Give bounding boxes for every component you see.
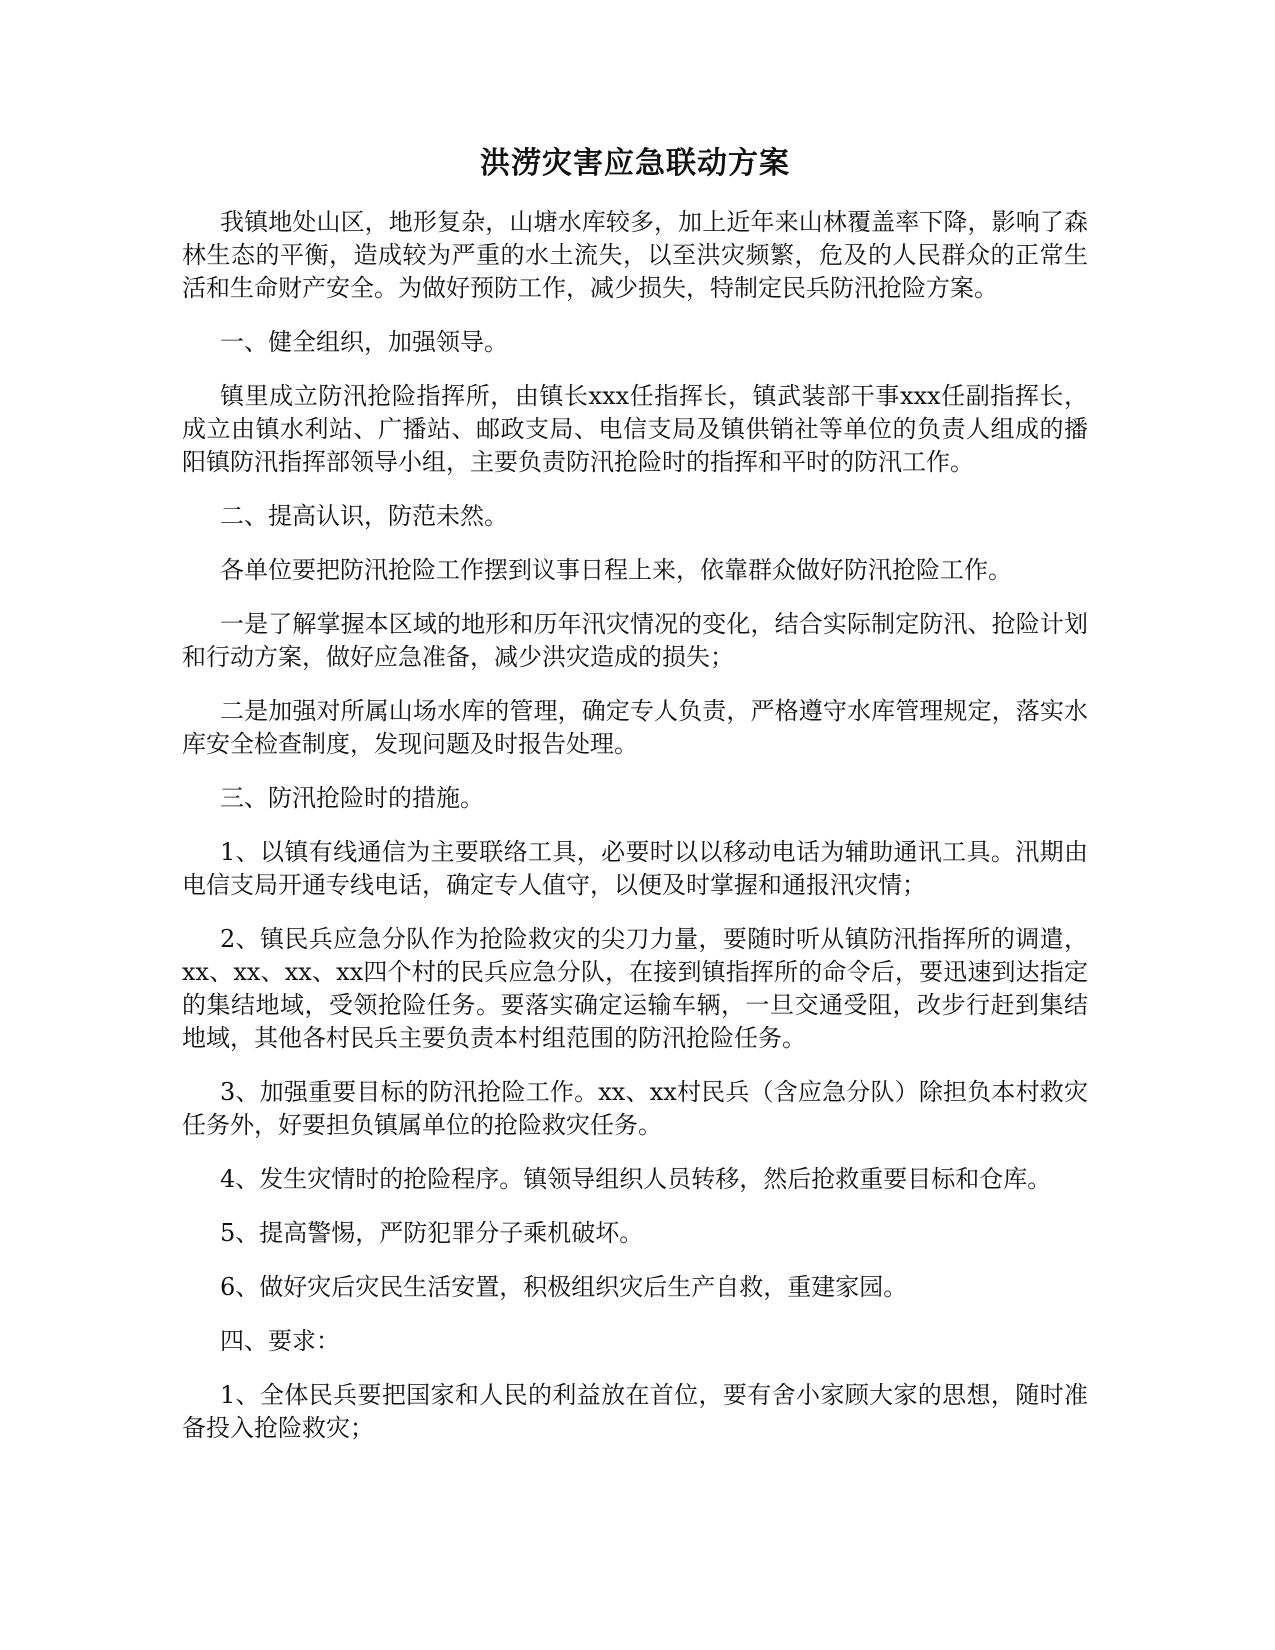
section-heading-2: 二、提高认识，防范未然。 [220, 502, 508, 530]
body-paragraph: 二是加强对所属山场水库的管理，确定专人负责，严格遵守水库管理规定，落实水库安全检查制度，发现问题及时报告处理。 [182, 697, 1088, 758]
body-paragraph: 镇里成立防汛抢险指挥所，由镇长xxx任指挥长，镇武装部干事xxx任副指挥长，成立由镇水利站、广播站、邮政支局、电信支局及镇供销社等单位的负责人组成的播阳镇防汛指挥部领导小组，主要负责防汛抢险时的指挥和平时的防汛工作。 [182, 382, 1088, 476]
section-heading-3: 三、防汛抢险时的措施。 [220, 784, 484, 812]
document-body [182, 206, 1088, 1445]
intro-paragraph: 我镇地处山区，地形复杂，山塘水库较多，加上近年来山林覆盖率下降，影响了森林生态的平衡，造成较为严重的水土流失，以至洪灾频繁，危及的人民群众的正常生活和生命财产安全。为做好预防工作，减少损失，特制定民兵防汛抢险方案。 [182, 208, 1088, 302]
section-heading-4: 四、要求： [220, 1327, 340, 1355]
list-item: 4、发生灾情时的抢险程序。镇领导组织人员转移，然后抢救重要目标和仓库。 [220, 1165, 1052, 1193]
list-item: 2、镇民兵应急分队作为抢险救灾的尖刀力量，要随时听从镇防汛指挥所的调遣，xx、xx、xx、xx四个村的民兵应急分队，在接到镇指挥所的命令后，要迅速到达指定的集结地域，受领抢险任务。要落实确定运输车辆，一旦交通受阻，改步行赶到集结地域，其他各村民兵主要负责本村组范围的防汛抢险任务。 [182, 925, 1088, 1052]
document-title: 洪涝灾害应急联动方案 [480, 146, 790, 181]
section-heading-1: 一、健全组织，加强领导。 [220, 328, 508, 356]
list-item: 3、加强重要目标的防汛抢险工作。xx、xx村民兵（含应急分队）除担负本村救灾任务外，好要担负镇属单位的抢险救灾任务。 [182, 1078, 1088, 1139]
list-item: 1、全体民兵要把国家和人民的利益放在首位，要有舍小家顾大家的思想，随时准备投入抢险救灾； [182, 1381, 1088, 1442]
document-page [182, 140, 1088, 1466]
list-item: 1、以镇有线通信为主要联络工具，必要时以以移动电话为辅助通讯工具。汛期由电信支局开通专线电话，确定专人值守，以便及时掌握和通报汛灾情； [182, 838, 1088, 899]
body-paragraph: 各单位要把防汛抢险工作摆到议事日程上来，依靠群众做好防汛抢险工作。 [220, 556, 1012, 584]
list-item: 6、做好灾后灾民生活安置，积极组织灾后生产自救，重建家园。 [220, 1273, 908, 1301]
list-item: 5、提高警惕，严防犯罪分子乘机破坏。 [220, 1219, 644, 1247]
body-paragraph: 一是了解掌握本区域的地形和历年汛灾情况的变化，结合实际制定防汛、抢险计划和行动方案，做好应急准备，减少洪灾造成的损失； [182, 610, 1088, 671]
